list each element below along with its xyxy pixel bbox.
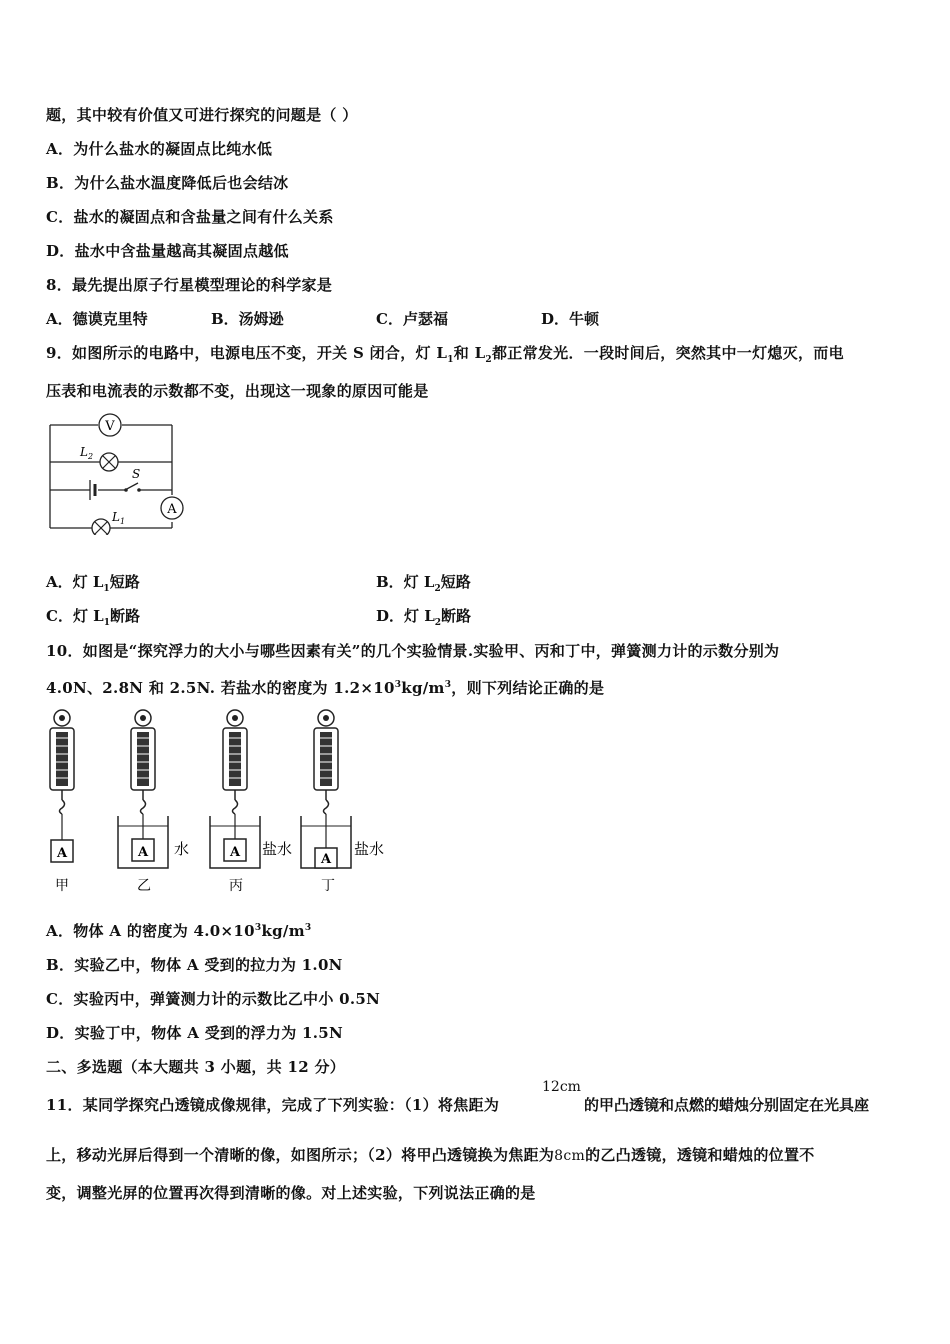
- q8-option-b: B．汤姆逊: [211, 310, 284, 328]
- q11-line2: 上，移动光屏后得到一个清晰的像，如图所示；（2）将甲凸透镜换为焦距为8cm的乙凸透镜，透镜和蜡烛的位置不: [46, 1146, 815, 1164]
- q10-option-c: C．实验丙中，弹簧测力计的示数比乙中小 0.5N: [46, 990, 381, 1008]
- q7-option-c: C．盐水的凝固点和含盐量之间有什么关系: [46, 208, 334, 226]
- q7-option-d: D．盐水中含盐量越高其凝固点越低: [46, 242, 289, 260]
- svg-text:L1: $L_1$: [112, 510, 126, 526]
- q11-focal-length-12cm: 12cm: [542, 1079, 581, 1095]
- q10-stem-line1: 10．如图是“探究浮力的大小与哪些因素有关”的几个实验情景.实验甲、丙和丁中，弹簧测力计的示数分别为: [46, 642, 780, 660]
- label-salt-water-bing: 盐水: [262, 840, 293, 858]
- block-a-yi: A: [137, 845, 149, 860]
- q7-option-a: A．为什么盐水的凝固点比纯水低: [46, 140, 273, 158]
- svg-text:A: A: [167, 502, 177, 517]
- block-a-ding: A: [320, 852, 332, 867]
- label-jia: 甲: [55, 878, 69, 894]
- q10-option-b: B．实验乙中，物体 A 受到的拉力为 1.0N: [46, 956, 343, 974]
- label-bing: 丙: [229, 878, 243, 894]
- label-ding: 丁: [321, 878, 335, 894]
- q7-option-b: B．为什么盐水温度降低后也会结冰: [46, 174, 289, 192]
- svg-text:V: V: [105, 419, 115, 434]
- q9-option-a: A．灯 $L_1$短路: [46, 573, 140, 594]
- block-a-bing: A: [229, 845, 241, 860]
- q10-option-d: D．实验丁中，物体 A 受到的浮力为 1.5N: [46, 1024, 344, 1042]
- q11-line1-a: 11．某同学探究凸透镜成像规律，完成了下列实验：（1）将焦距为: [46, 1096, 500, 1114]
- q8-option-a: A．德谟克里特: [46, 310, 148, 328]
- svg-text:L2: $L_2$: [80, 445, 94, 461]
- label-water: 水: [174, 840, 190, 858]
- q9-option-d: D．灯 $L_2$断路: [376, 607, 472, 628]
- q9-option-b: B．灯 $L_2$短路: [376, 573, 471, 594]
- lamp-l1-symbol: [92, 510, 125, 535]
- q7-stem-tail: 题，其中较有价值又可进行探究的问题是（ ）: [46, 106, 358, 124]
- q10-stem-line2: 4.0N、2.8N 和 2.5N. 若盐水的密度为 $1.2\times 10^3kg/m^3$，则下列结论正确的是: [46, 679, 605, 697]
- q8-option-d: D．牛顿: [541, 310, 600, 328]
- block-a-jia: A: [56, 846, 68, 861]
- q8-option-c: C．卢瑟福: [376, 310, 448, 328]
- q9-circuit-diagram: [40, 410, 190, 535]
- section-heading-multiple-choice: 二、多选题（本大题共 3 小题，共 12 分）: [46, 1058, 346, 1076]
- q9-stem-line1: 9．如图所示的电路中，电源电压不变，开关 S 闭合，灯 $L_1$和 $L_2$都正常发光．一段时间后，突然其中一灯熄灭，而电: [46, 344, 844, 365]
- q10-buoyancy-figure: [40, 708, 400, 900]
- svg-text:S: S: [132, 467, 141, 481]
- voltmeter-symbol: [99, 414, 121, 436]
- label-salt-water-ding: 盐水: [354, 840, 385, 858]
- q11-line1-b: 的甲凸透镜和点燃的蜡烛分别固定在光具座: [584, 1096, 870, 1114]
- lamp-l2-symbol: [79, 445, 118, 471]
- label-yi: 乙: [137, 878, 151, 894]
- q10-option-a: A．物体 A 的密度为 $4.0\times 10^3kg/m^3$: [46, 922, 312, 940]
- ammeter-symbol: [161, 497, 183, 519]
- q9-option-c: C．灯 $L_1$断路: [46, 607, 140, 628]
- q11-line3: 变，调整光屏的位置再次得到清晰的像。对上述实验，下列说法正确的是: [46, 1184, 536, 1202]
- switch-s-label: [124, 467, 141, 492]
- q8-stem: 8．最先提出原子行星模型理论的科学家是: [46, 276, 333, 294]
- q9-stem-line2: 压表和电流表的示数都不变，出现这一现象的原因可能是: [46, 382, 429, 400]
